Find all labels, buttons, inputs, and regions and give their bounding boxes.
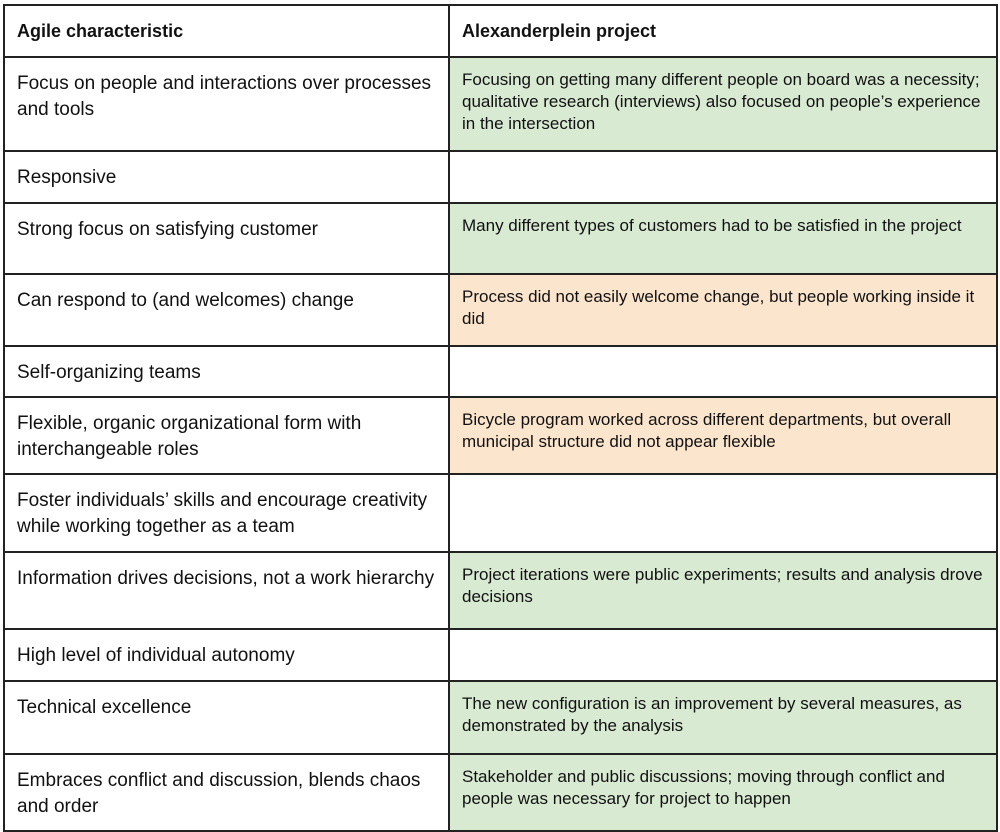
- characteristic-cell: Strong focus on satisfying customer: [4, 203, 449, 274]
- characteristic-cell: Flexible, organic organizational form with interchangeable roles: [4, 397, 449, 474]
- header-agile-characteristic: Agile characteristic: [4, 5, 449, 57]
- header-row: [4, 5, 997, 57]
- characteristic-cell: Technical excellence: [4, 681, 449, 754]
- table-row: [4, 754, 997, 831]
- project-cell: Project iterations were public experiments; results and analysis drove decisions: [449, 552, 997, 629]
- table-row: [4, 474, 997, 552]
- characteristic-cell: High level of individual autonomy: [4, 629, 449, 681]
- table-row: [4, 552, 997, 629]
- agile-comparison-table: [3, 4, 998, 832]
- table-row: [4, 203, 997, 274]
- characteristic-cell: Foster individuals’ skills and encourage creativity while working together as a team: [4, 474, 449, 552]
- project-cell: [449, 629, 997, 681]
- characteristic-cell: Focus on people and interactions over processes and tools: [4, 57, 449, 151]
- characteristic-cell: Can respond to (and welcomes) change: [4, 274, 449, 346]
- characteristic-cell: Responsive: [4, 151, 449, 203]
- project-cell: Process did not easily welcome change, but people working inside it did: [449, 274, 997, 346]
- characteristic-cell: Self-organizing teams: [4, 346, 449, 397]
- project-cell: [449, 474, 997, 552]
- table-row: [4, 397, 997, 474]
- table-row: [4, 681, 997, 754]
- characteristic-cell: Embraces conflict and discussion, blends chaos and order: [4, 754, 449, 831]
- project-cell: [449, 346, 997, 397]
- characteristic-cell: Information drives decisions, not a work hierarchy: [4, 552, 449, 629]
- table-row: [4, 274, 997, 346]
- table-row: [4, 629, 997, 681]
- table-row: [4, 346, 997, 397]
- table-row: [4, 151, 997, 203]
- project-cell: The new configuration is an improvement by several measures, as demonstrated by the analysis: [449, 681, 997, 754]
- project-cell: Bicycle program worked across different departments, but overall municipal structure did not appear flexible: [449, 397, 997, 474]
- project-cell: Many different types of customers had to be satisfied in the project: [449, 203, 997, 274]
- project-cell: Stakeholder and public discussions; moving through conflict and people was necessary for project to happen: [449, 754, 997, 831]
- header-alexanderplein-project: Alexanderplein project: [449, 5, 997, 57]
- table-row: [4, 57, 997, 151]
- project-cell: Focusing on getting many different people on board was a necessity; qualitative research (interviews) also focused on people’s experience in the intersection: [449, 57, 997, 151]
- project-cell: [449, 151, 997, 203]
